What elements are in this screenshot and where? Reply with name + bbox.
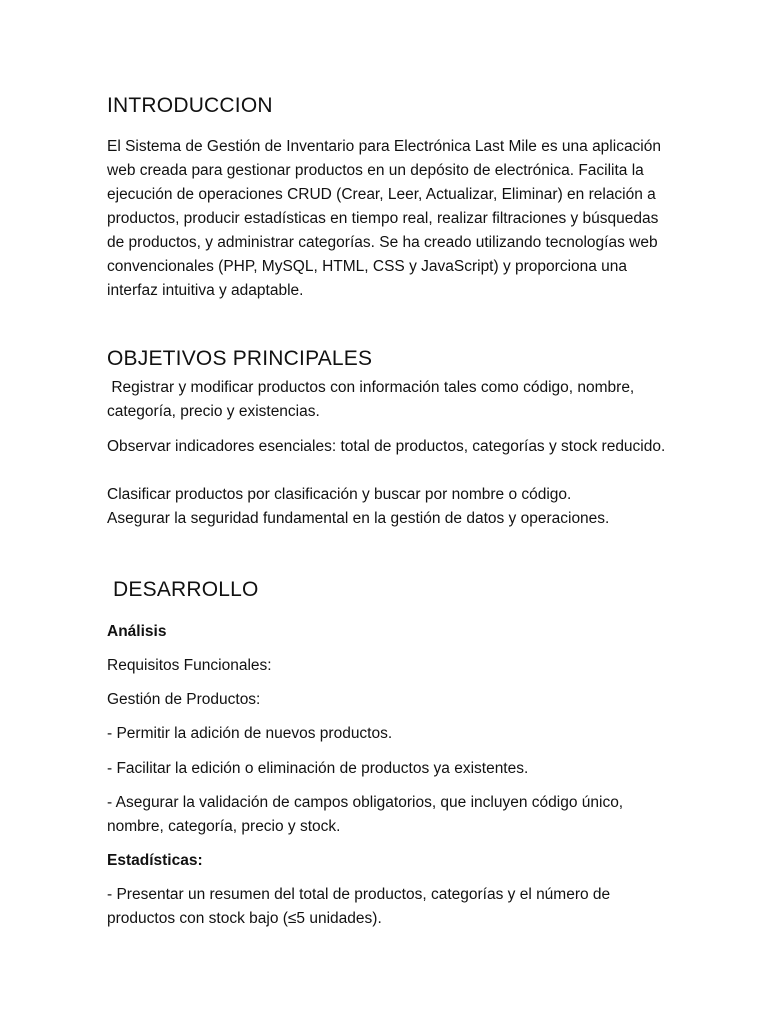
- desarrollo-heading: DESARROLLO: [107, 578, 259, 601]
- gestion-item-2: - Facilitar la edición o eliminación de productos ya existentes.: [107, 760, 529, 777]
- gestion-item-1: - Permitir la adición de nuevos productos.: [107, 725, 393, 742]
- analisis-label: Análisis: [107, 623, 167, 640]
- estadisticas-item-1: - Presentar un resumen del total de productos, categorías y el número de productos con stock bajo (≤5 unidades).: [107, 886, 611, 927]
- requisitos-label: Requisitos Funcionales:: [107, 657, 272, 674]
- objetivo-item-3: Clasificar productos por clasificación y buscar por nombre o código.: [107, 486, 572, 503]
- objetivo-item-2: Observar indicadores esenciales: total de productos, categorías y stock reducido.: [107, 438, 666, 455]
- gestion-label: Gestión de Productos:: [107, 691, 261, 708]
- intro-heading: INTRODUCCION: [107, 94, 273, 117]
- objetivos-heading: OBJETIVOS PRINCIPALES: [107, 347, 373, 370]
- gestion-item-3: - Asegurar la validación de campos obligatorios, que incluyen código único, nombre, categoría, precio y stock.: [107, 794, 624, 835]
- intro-paragraph: El Sistema de Gestión de Inventario para Electrónica Last Mile es una aplicación web creada para gestionar productos en un depósito de electrónica. Facilita la ejecución de operaciones CRUD (Crear, Leer, Actualizar, Eliminar) en relación a productos, producir estadísticas en tiempo real, realizar filtraciones y búsquedas de productos, y administrar categorías. Se ha creado utilizando tecnologías web convencionales (PHP, MySQL, HTML, CSS y JavaScript) y proporciona una interfaz intuitiva y adaptable.: [107, 138, 661, 299]
- objetivo-item-1: Registrar y modificar productos con información tales como código, nombre, categoría, precio y existencias.: [107, 379, 639, 420]
- objetivo-item-4: Asegurar la seguridad fundamental en la gestión de datos y operaciones.: [107, 510, 610, 527]
- estadisticas-label: Estadísticas:: [107, 852, 203, 869]
